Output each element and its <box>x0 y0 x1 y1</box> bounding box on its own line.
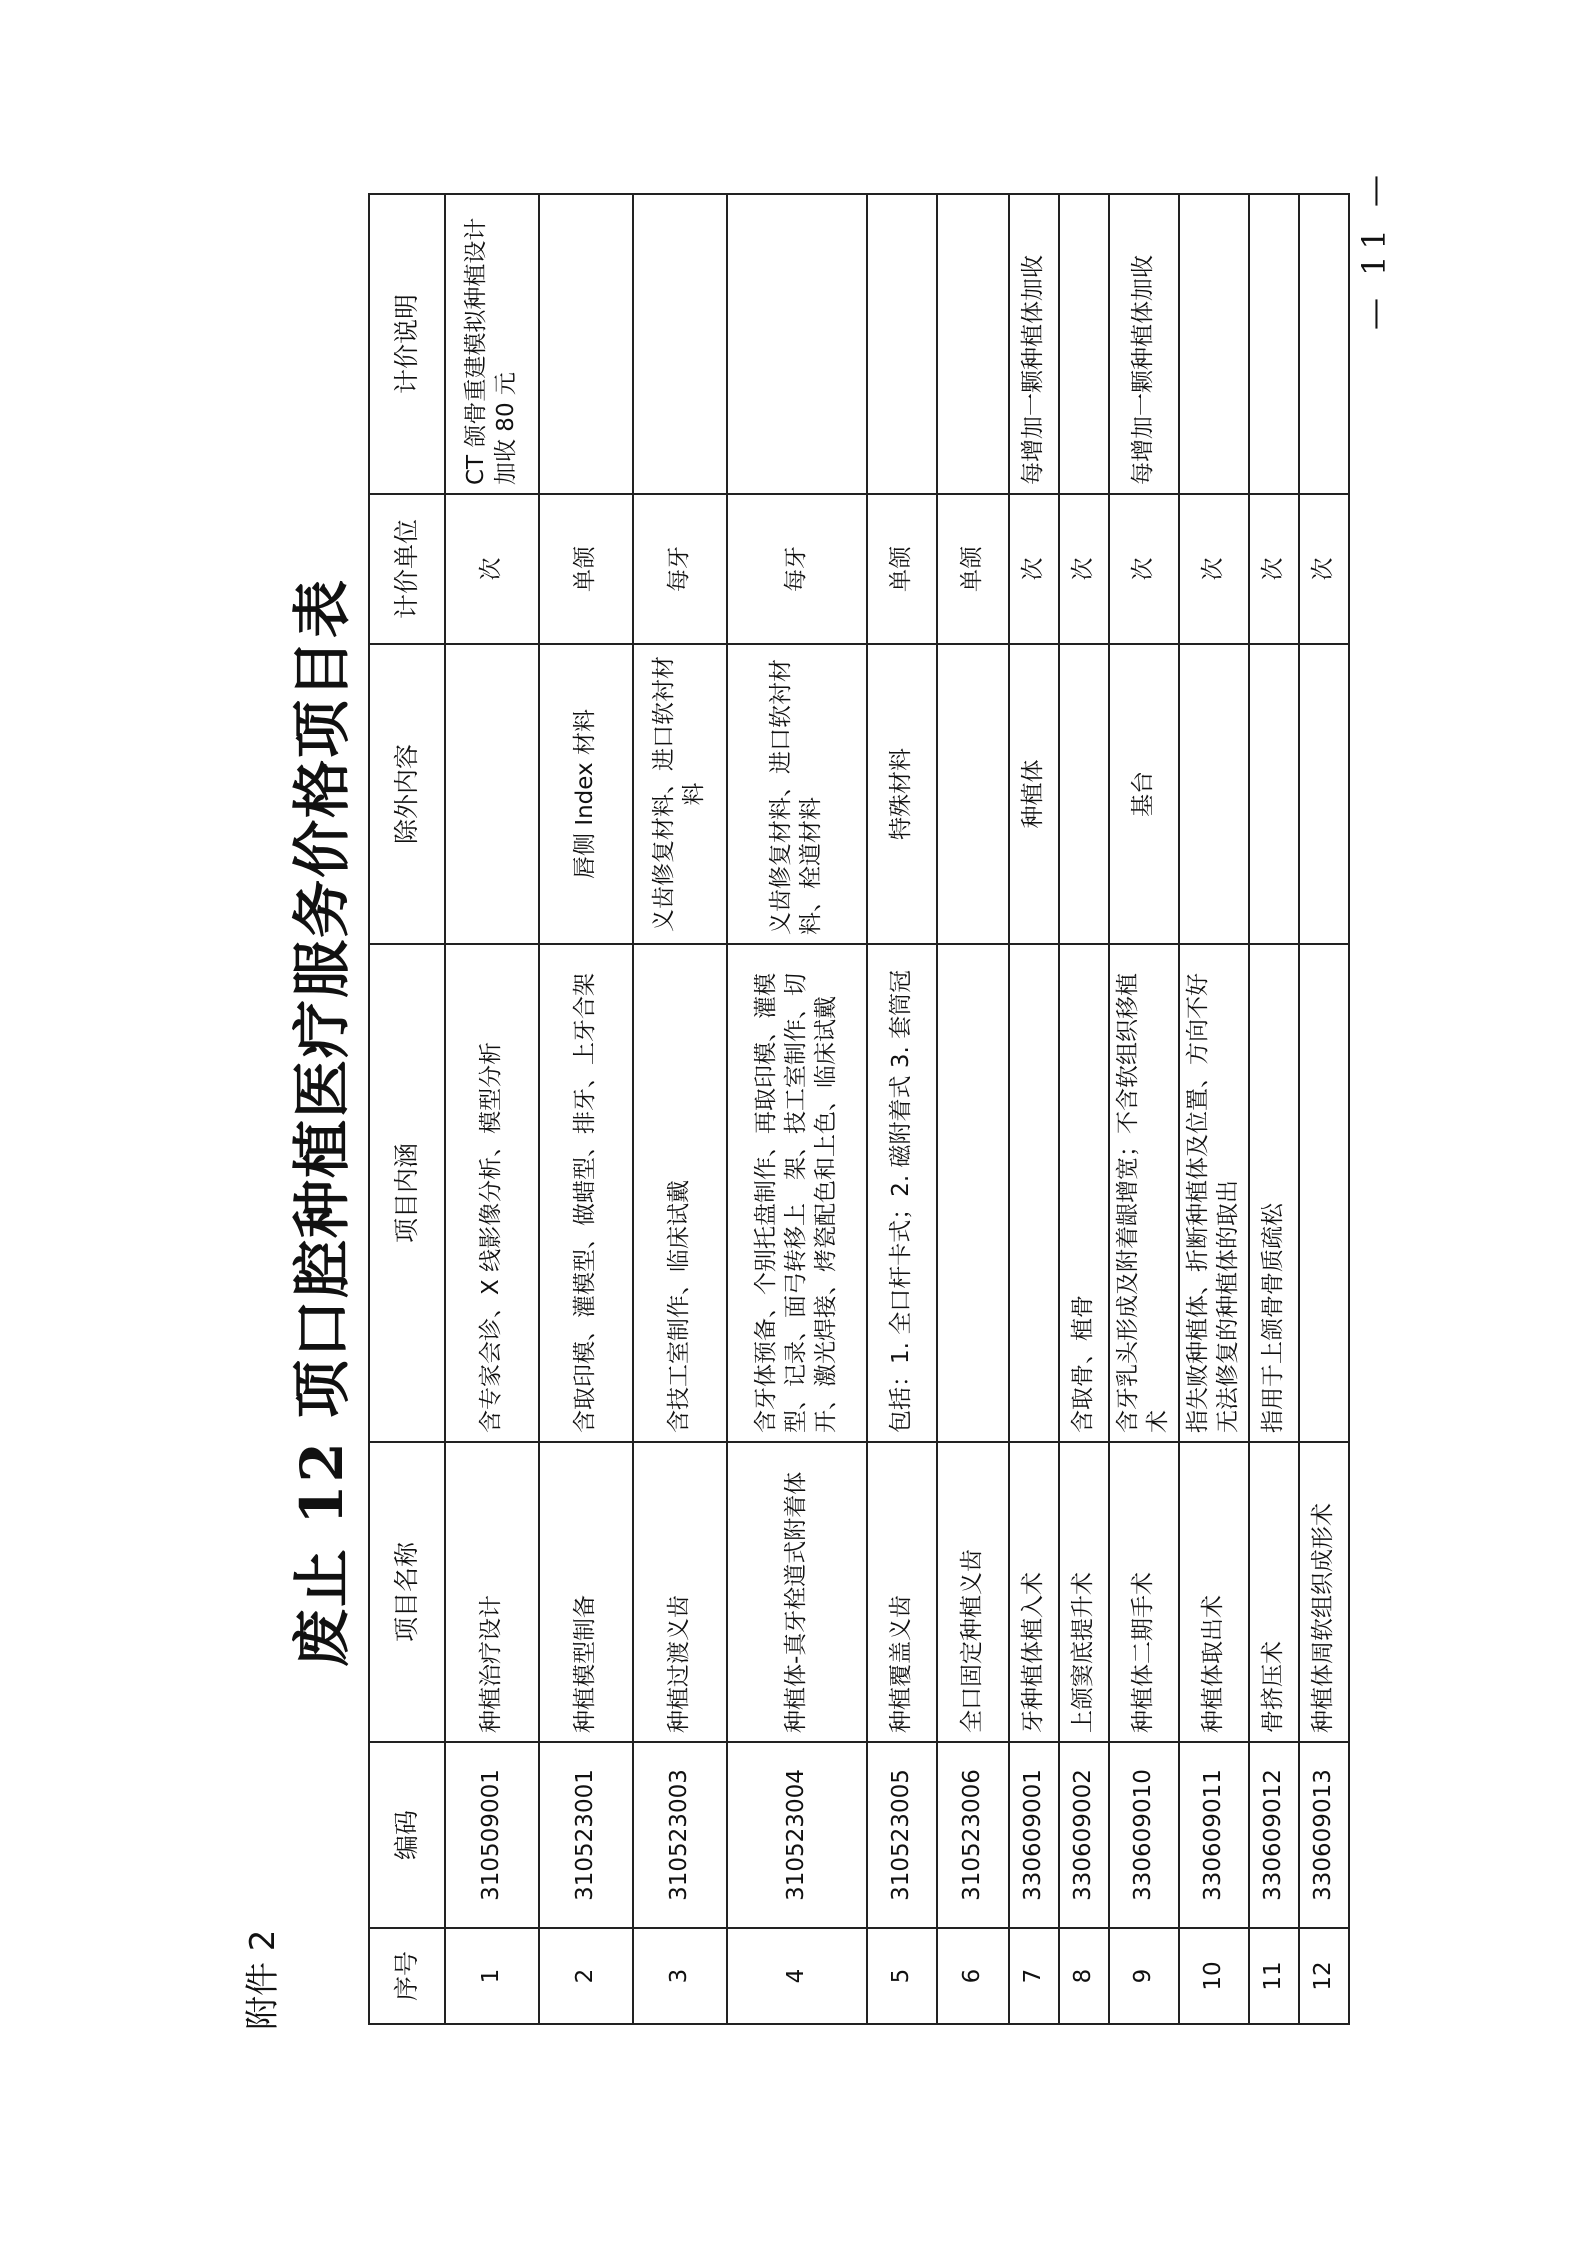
header-unit: 计价单位 <box>369 494 445 644</box>
cell-excluded: 义齿修复材料、进口软衬材料、栓道材料 <box>727 644 867 944</box>
cell-no: 12 <box>1299 1928 1349 2024</box>
cell-excluded <box>937 644 1009 944</box>
cell-no: 3 <box>633 1928 727 2024</box>
cell-no: 9 <box>1109 1928 1179 2024</box>
cell-code: 310523003 <box>633 1742 727 1928</box>
cell-excluded <box>1299 644 1349 944</box>
table-header-row <box>369 194 445 2024</box>
header-excluded: 除外内容 <box>369 644 445 944</box>
cell-excluded <box>1249 644 1299 944</box>
cell-content <box>937 944 1009 1442</box>
cell-code: 310523005 <box>867 1742 937 1928</box>
cell-unit: 次 <box>1059 494 1109 644</box>
table-row <box>727 194 867 2024</box>
cell-unit: 次 <box>1249 494 1299 644</box>
cell-unit: 次 <box>1009 494 1059 644</box>
cell-excluded <box>1179 644 1249 944</box>
cell-content: 含牙乳头形成及附着龈增宽；不含软组织移植术 <box>1109 944 1179 1442</box>
cell-unit: 每牙 <box>633 494 727 644</box>
cell-content: 指失败种植体、折断种植体及位置、方向不好无法修复的种植体的取出 <box>1179 944 1249 1442</box>
cell-name: 种植体二期手术 <box>1109 1442 1179 1742</box>
cell-code: 310523004 <box>727 1742 867 1928</box>
cell-excluded: 唇侧 Index 材料 <box>539 644 633 944</box>
cell-code: 330609002 <box>1059 1742 1109 1928</box>
cell-no: 7 <box>1009 1928 1059 2024</box>
table-row <box>1179 194 1249 2024</box>
cell-excluded <box>1059 644 1109 944</box>
table-row <box>867 194 937 2024</box>
cell-name: 全口固定种植义齿 <box>937 1442 1009 1742</box>
cell-content: 包括：1. 全口杆卡式；2. 磁附着式 3. 套筒冠 <box>867 944 937 1442</box>
header-code: 编码 <box>369 1742 445 1928</box>
cell-note <box>867 194 937 494</box>
price-items-table <box>368 193 1350 2025</box>
cell-no: 4 <box>727 1928 867 2024</box>
cell-code: 330609010 <box>1109 1742 1179 1928</box>
cell-excluded: 基台 <box>1109 644 1179 944</box>
cell-code: 310509001 <box>445 1742 539 1928</box>
table-row <box>539 194 633 2024</box>
cell-note <box>1179 194 1249 494</box>
table-row <box>633 194 727 2024</box>
cell-note <box>1059 194 1109 494</box>
cell-note <box>727 194 867 494</box>
table-row <box>1299 194 1349 2024</box>
cell-note: CT 颌骨重建模拟种植设计加收 80 元 <box>445 194 539 494</box>
cell-excluded: 种植体 <box>1009 644 1059 944</box>
cell-note <box>1299 194 1349 494</box>
header-content: 项目内涵 <box>369 944 445 1442</box>
header-note: 计价说明 <box>369 194 445 494</box>
cell-no: 1 <box>445 1928 539 2024</box>
table-row <box>937 194 1009 2024</box>
cell-note <box>937 194 1009 494</box>
cell-code: 330609001 <box>1009 1742 1059 1928</box>
cell-excluded: 特殊材料 <box>867 644 937 944</box>
cell-content: 含取印模、灌模型、做蜡型、排牙、上牙合架 <box>539 944 633 1442</box>
cell-code: 330609012 <box>1249 1742 1299 1928</box>
cell-no: 6 <box>937 1928 1009 2024</box>
cell-content: 指用于上颌骨骨质疏松 <box>1249 944 1299 1442</box>
cell-name: 骨挤压术 <box>1249 1442 1299 1742</box>
document-title: 废止 12 项口腔种植医疗服务价格项目表 <box>288 577 356 1668</box>
cell-unit: 次 <box>1179 494 1249 644</box>
attachment-label: 附件 2 <box>243 1929 283 2030</box>
cell-content <box>1009 944 1059 1442</box>
cell-unit: 次 <box>1109 494 1179 644</box>
table-row <box>1009 194 1059 2024</box>
cell-no: 10 <box>1179 1928 1249 2024</box>
cell-name: 种植体周软组织成形术 <box>1299 1442 1349 1742</box>
cell-name: 种植体-真牙栓道式附着体 <box>727 1442 867 1742</box>
cell-name: 种植体取出术 <box>1179 1442 1249 1742</box>
table-row <box>445 194 539 2024</box>
cell-code: 330609011 <box>1179 1742 1249 1928</box>
cell-unit: 每牙 <box>727 494 867 644</box>
cell-name: 种植模型制备 <box>539 1442 633 1742</box>
cell-unit: 次 <box>1299 494 1349 644</box>
cell-unit: 单颌 <box>867 494 937 644</box>
cell-note <box>539 194 633 494</box>
cell-name: 种植覆盖义齿 <box>867 1442 937 1742</box>
header-no: 序号 <box>369 1928 445 2024</box>
cell-content <box>1299 944 1349 1442</box>
cell-no: 2 <box>539 1928 633 2024</box>
cell-name: 种植治疗设计 <box>445 1442 539 1742</box>
cell-code: 310523001 <box>539 1742 633 1928</box>
page-number: — 11 — <box>1355 168 1393 330</box>
cell-content: 含技工室制作、临床试戴 <box>633 944 727 1442</box>
cell-name: 种植过渡义齿 <box>633 1442 727 1742</box>
table-row <box>1249 194 1299 2024</box>
cell-excluded: 义齿修复材料、进口软衬材料 <box>633 644 727 944</box>
cell-unit: 单颌 <box>937 494 1009 644</box>
cell-name: 上颌窦底提升术 <box>1059 1442 1109 1742</box>
cell-code: 310523006 <box>937 1742 1009 1928</box>
cell-no: 11 <box>1249 1928 1299 2024</box>
cell-unit: 次 <box>445 494 539 644</box>
cell-note: 每增加一颗种植体加收 <box>1009 194 1059 494</box>
cell-unit: 单颌 <box>539 494 633 644</box>
cell-content: 含取骨、植骨 <box>1059 944 1109 1442</box>
cell-name: 牙种植体植入术 <box>1009 1442 1059 1742</box>
cell-content: 含专家会诊、X 线影像分析、模型分析 <box>445 944 539 1442</box>
cell-note: 每增加一颗种植体加收 <box>1109 194 1179 494</box>
cell-note <box>1249 194 1299 494</box>
cell-excluded <box>445 644 539 944</box>
cell-no: 5 <box>867 1928 937 2024</box>
cell-code: 330609013 <box>1299 1742 1349 1928</box>
header-name: 项目名称 <box>369 1442 445 1742</box>
cell-content: 含牙体预备、个别托盘制作、再取印模、灌模型、记录、面弓转移上 架、技工室制作、切开、激光焊接、烤瓷配色和上色、临床试戴 <box>727 944 867 1442</box>
table-row <box>1059 194 1109 2024</box>
cell-note <box>633 194 727 494</box>
cell-no: 8 <box>1059 1928 1109 2024</box>
table-row <box>1109 194 1179 2024</box>
